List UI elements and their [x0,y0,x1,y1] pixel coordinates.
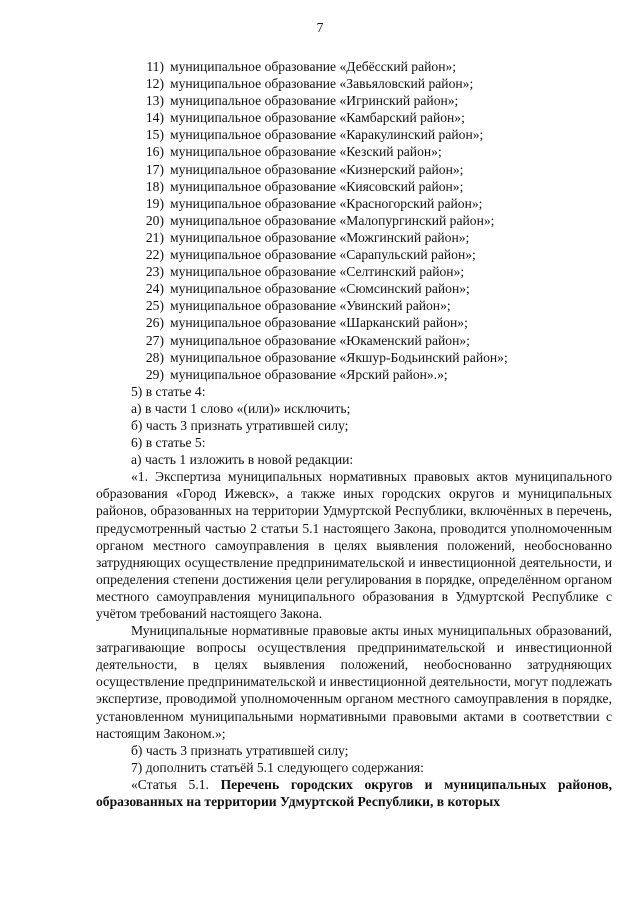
list-item-text: муниципальное образование «Красногорский район»; [170,195,483,211]
list-item-number: 16) [145,144,164,160]
article-4-item-b: б) часть 3 признать утратившей силу; [131,417,349,433]
article-5-item-b: б) часть 3 признать утратившей силу; [131,742,349,758]
list-item-number: 15) [145,127,164,143]
list-item-text: муниципальное образование «Сарапульский район»; [170,247,476,263]
list-item-number: 21) [145,229,164,245]
list-item-text: муниципальное образование «Ярский район».»; [170,366,448,382]
list-item-number: 20) [145,212,164,228]
article-5-item-a: а) часть 1 изложить в новой редакции: [131,452,354,468]
list-item-number: 14) [145,110,164,126]
list-item [96,263,612,280]
list-item-text: муниципальное образование «Кезский район»; [170,144,442,160]
list-item-text: муниципальное образование «Сюмсинский район»; [170,281,470,297]
article-4-heading: 5) в статье 4: [131,383,206,399]
list-item [96,297,612,314]
list-item [96,366,612,383]
list-item [96,229,612,246]
paragraph-expertise-1: «1. Экспертиза муниципальных нормативных правовых актов муниципального образования «Город Ижевск», а также иных городских округов и муниципальных районов, образованных на территории Удмуртской Республики, включённых в перечень, предусмотренный частью 2 статьи 5.1 настоящего Закона, проводится уполномоченным органом местного самоуправления в целях выявления положений, необоснованно затрудняющих осуществление предпринимательской и инвестиционной деятельности, и определения степени достижения цели регулирования в порядке, определённом органом местного самоуправления муниципального образования в Удмуртской Республике с учётом требований настоящего Закона. [96,469,612,621]
list-item-number: 24) [145,281,164,297]
list-item-text: муниципальное образование «Дебёсский район»; [170,59,457,74]
list-item-text: муниципальное образование «Игринский район»; [170,93,459,109]
list-item-number: 22) [145,247,164,263]
list-item [96,126,612,143]
list-item-text: муниципальное образование «Якшур-Бодьинский район»; [170,349,508,365]
list-item [96,92,612,109]
list-item-number: 13) [145,93,164,109]
article-5-heading: 6) в статье 5: [131,435,206,451]
list-item-text: муниципальное образование «Увинский район»; [170,298,451,314]
list-item-number: 26) [145,315,164,331]
document-body [96,58,612,810]
paragraph-expertise-2: Муниципальные нормативные правовые акты иных муниципальных образований, затрагивающие вопросы осуществления предпринимательской и инвестиционной деятельности, в целях выявления положений, необоснованно затрудняющих осуществление предпринимательской и инвестиционной деятельности, могут подлежать экспертизе, проводимой уполномоченным органом местного самоуправления в порядке, установленном муниципальными нормативными правовыми актами в соответствии с настоящим Законом.»; [96,623,612,741]
list-item-number: 19) [145,195,164,211]
list-item [96,280,612,297]
list-item-number: 23) [145,264,164,280]
article-4-item-a: а) в части 1 слово «(или)» исключить; [131,400,351,416]
add-article-5-1: 7) дополнить статьёй 5.1 следующего содержания: [131,759,424,775]
list-item-number: 12) [145,76,164,92]
list-item-number: 29) [145,366,164,382]
list-item-number: 25) [145,298,164,314]
article-5-1-title [96,776,612,810]
list-item-number: 11) [146,59,164,74]
list-item [96,212,612,229]
list-item [96,314,612,331]
list-item-text: муниципальное образование «Завьяловский район»; [170,76,474,92]
list-item-text: муниципальное образование «Можгинский район»; [170,229,470,245]
list-item [96,246,612,263]
list-item-text: муниципальное образование «Селтинский район»; [170,264,465,280]
list-item [96,75,612,92]
list-item [96,332,612,349]
municipality-list [96,58,612,383]
list-item [96,161,612,178]
list-item [96,349,612,366]
article-5-1-prefix: «Статья 5.1. [131,776,221,792]
list-item-number: 27) [145,332,164,348]
list-item [96,58,612,75]
list-item-text: муниципальное образование «Юкаменский район»; [170,332,470,348]
list-item-text: муниципальное образование «Кизнерский район»; [170,161,464,177]
list-item-text: муниципальное образование «Камбарский район»; [170,110,465,126]
list-item [96,195,612,212]
list-item [96,143,612,160]
page-number: 7 [316,20,324,35]
list-item-number: 18) [145,178,164,194]
list-item-text: муниципальное образование «Шарканский район»; [170,315,468,331]
list-item-text: муниципальное образование «Каракулинский район»; [170,127,484,143]
list-item-number: 17) [145,161,164,177]
article-5-1-bold-title: Перечень городских округов и муниципальных районов, образованных на территории Удмуртской Республики, в которых [96,776,612,810]
list-item [96,178,612,195]
list-item-text: муниципальное образование «Малопургинский район»; [170,212,495,228]
list-item-text: муниципальное образование «Киясовский район»; [170,178,464,194]
list-item-number: 28) [145,349,164,365]
list-item [96,109,612,126]
